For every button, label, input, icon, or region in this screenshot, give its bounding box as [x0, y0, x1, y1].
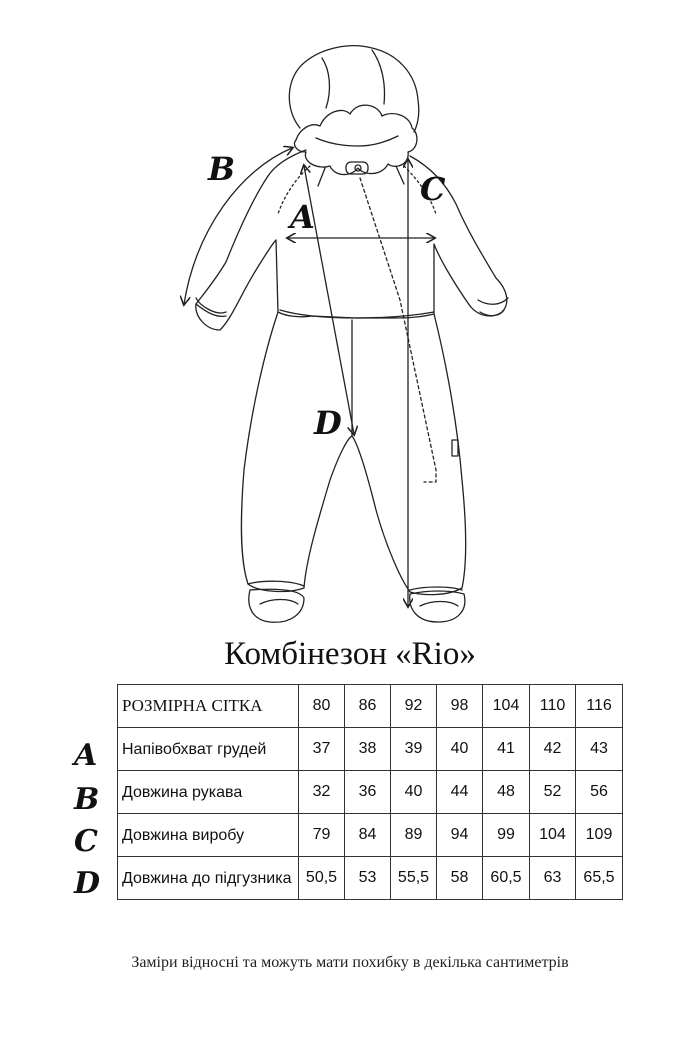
marker-a-illustration: A	[290, 198, 315, 236]
size-cell: 104	[483, 685, 530, 728]
value-cell: 43	[576, 728, 623, 771]
size-cell: 86	[345, 685, 391, 728]
product-title: Комбінезон «Rio»	[224, 636, 476, 672]
value-cell: 79	[299, 814, 345, 857]
value-cell: 104	[530, 814, 576, 857]
value-cell: 41	[483, 728, 530, 771]
body-outline	[196, 150, 507, 330]
size-cell: 92	[391, 685, 437, 728]
value-cell: 36	[345, 771, 391, 814]
value-cell: 109	[576, 814, 623, 857]
table-row	[118, 814, 623, 857]
value-cell: 55,5	[391, 857, 437, 900]
value-cell: 48	[483, 771, 530, 814]
value-cell: 40	[391, 771, 437, 814]
table-row	[118, 728, 623, 771]
value-cell: 52	[530, 771, 576, 814]
value-cell: 42	[530, 728, 576, 771]
size-cell: 116	[576, 685, 623, 728]
row-label: Довжина до підгузника	[118, 857, 299, 900]
value-cell: 58	[437, 857, 483, 900]
value-cell: 94	[437, 814, 483, 857]
value-cell: 53	[345, 857, 391, 900]
size-cell: 98	[437, 685, 483, 728]
row-marker-a: A	[74, 738, 98, 773]
value-cell: 37	[299, 728, 345, 771]
value-cell: 89	[391, 814, 437, 857]
value-cell: 99	[483, 814, 530, 857]
size-grid-header: РОЗМІРНА СІТКА	[118, 685, 299, 728]
hood-outline	[289, 46, 418, 132]
hood-ruffle	[294, 105, 416, 174]
value-cell: 32	[299, 771, 345, 814]
value-cell: 40	[437, 728, 483, 771]
size-cell: 110	[530, 685, 576, 728]
row-marker-c: C	[74, 824, 98, 859]
table-row	[118, 771, 623, 814]
value-cell: 38	[345, 728, 391, 771]
row-marker-d: D	[74, 866, 101, 901]
right-foot	[410, 591, 465, 622]
value-cell: 60,5	[483, 857, 530, 900]
marker-d-illustration: D	[314, 404, 342, 442]
left-foot	[249, 589, 304, 622]
row-label: Довжина рукава	[118, 771, 299, 814]
value-cell: 63	[530, 857, 576, 900]
value-cell: 39	[391, 728, 437, 771]
value-cell: 44	[437, 771, 483, 814]
value-cell: 56	[576, 771, 623, 814]
size-chart-table	[117, 684, 623, 900]
value-cell: 65,5	[576, 857, 623, 900]
row-label: Напівобхват грудей	[118, 728, 299, 771]
row-marker-b: B	[74, 782, 100, 817]
marker-c-illustration: C	[420, 170, 446, 208]
table-row	[118, 857, 623, 900]
row-label: Довжина виробу	[118, 814, 299, 857]
size-cell: 80	[299, 685, 345, 728]
footer-note: Заміри відносні та можуть мати похибку в декілька сантиметрів	[131, 954, 569, 971]
size-header-row	[118, 685, 623, 728]
value-cell: 84	[345, 814, 391, 857]
value-cell: 50,5	[299, 857, 345, 900]
marker-b-illustration: B	[208, 150, 236, 188]
